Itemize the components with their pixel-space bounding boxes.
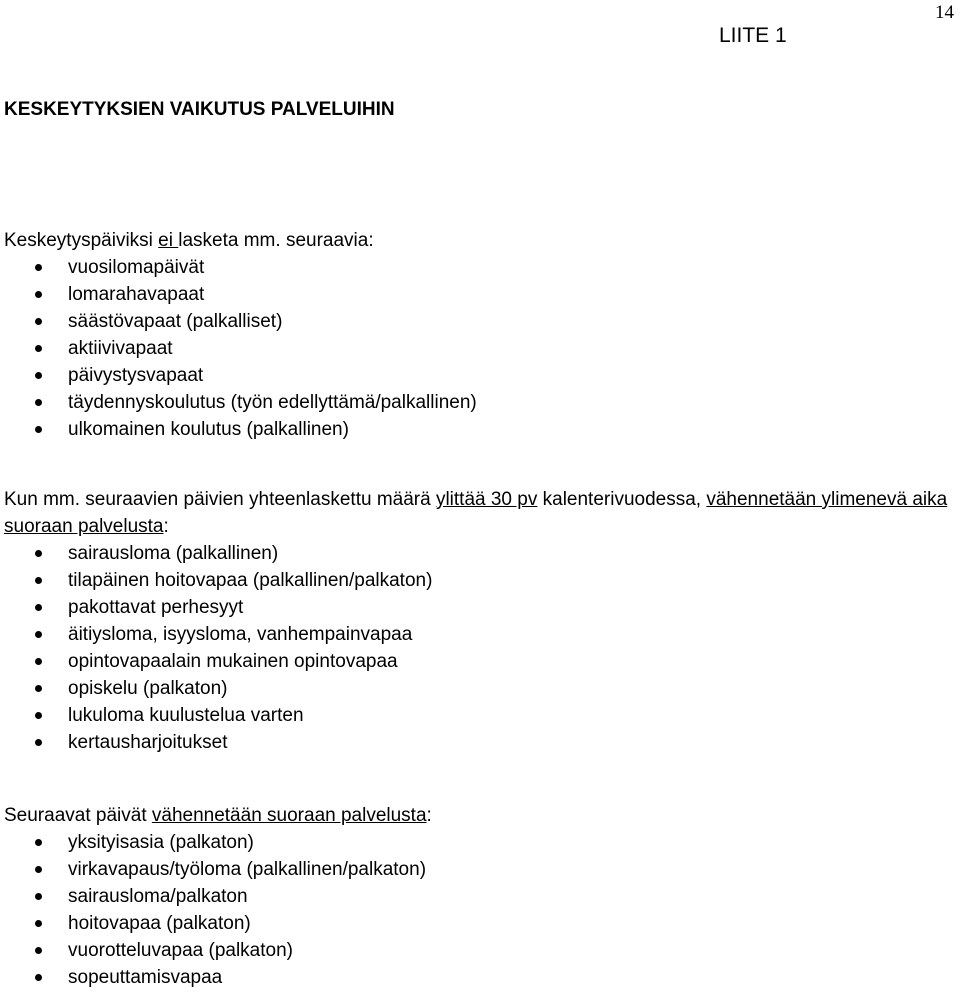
list-item (4, 829, 954, 856)
list-item-text: opintovapaalain mukainen opintovapaa (68, 651, 398, 672)
list-item (4, 254, 954, 281)
page-number: 14 (935, 2, 954, 23)
list-item (4, 362, 954, 389)
list-item-text: sairausloma (palkallinen) (68, 543, 279, 564)
bullet-icon (35, 947, 42, 954)
list-item (4, 594, 954, 621)
bullet-icon (35, 866, 42, 873)
list-item (4, 308, 954, 335)
bullet-icon (35, 658, 42, 665)
intro-text: Kun mm. seuraavien päivien yhteenlaskettu määrä (4, 489, 436, 510)
list-item-text: opiskelu (palkaton) (68, 678, 228, 699)
list-item (4, 729, 954, 756)
bullet-icon (35, 893, 42, 900)
bullet-icon (35, 604, 42, 611)
bullet-icon (35, 318, 42, 325)
bullet-icon (35, 839, 42, 846)
list-item-text: pakottavat perhesyyt (68, 597, 244, 618)
bullet-icon (35, 739, 42, 746)
list-item-text: äitiysloma, isyysloma, vanhempainvapaa (68, 624, 413, 645)
list-item-text: yksityisasia (palkaton) (68, 832, 254, 853)
intro-text: kalenterivuodessa, (537, 489, 707, 510)
underlined-text: vähennetään ylimenevä aika suoraan palvelusta (4, 489, 948, 537)
bullet-list (4, 254, 954, 443)
list-item (4, 281, 954, 308)
list-item-text: lukuloma kuulustelua varten (68, 705, 304, 726)
intro-text: : (426, 805, 432, 826)
bullet-icon (35, 264, 42, 271)
list-item-text: lomarahavapaat (68, 284, 205, 305)
list-item-text: vuosilomapäivät (68, 257, 205, 278)
list-item (4, 910, 954, 937)
list-item (4, 648, 954, 675)
intro-text: lasketa mm. seuraavia: (178, 230, 374, 251)
bullet-icon (35, 577, 42, 584)
list-item-text: sairausloma/palkaton (68, 886, 248, 907)
appendix-label: LIITE 1 (719, 24, 787, 47)
section-intro (4, 802, 954, 829)
bullet-icon (35, 712, 42, 719)
list-item (4, 335, 954, 362)
section-deducted-directly (4, 802, 954, 991)
bullet-icon (35, 920, 42, 927)
list-item (4, 621, 954, 648)
underlined-text: vähennetään suoraan palvelusta (151, 805, 427, 826)
list-item (4, 883, 954, 910)
list-item-text: sopeuttamisvapaa (68, 967, 223, 988)
section-intro (4, 486, 954, 540)
bullet-icon (35, 685, 42, 692)
list-item-text: säästövapaat (palkalliset) (68, 311, 283, 332)
intro-text: Seuraavat päivät (4, 805, 152, 826)
bullet-icon (35, 345, 42, 352)
list-item-text: täydennyskoulutus (työn edellyttämä/palkallinen) (68, 392, 477, 413)
list-item-text: aktiivivapaat (68, 338, 173, 359)
list-item (4, 416, 954, 443)
list-item (4, 702, 954, 729)
bullet-icon (35, 631, 42, 638)
bullet-icon (35, 291, 42, 298)
list-item-text: vuorotteluvapaa (palkaton) (68, 940, 293, 961)
intro-text: : (163, 516, 169, 537)
bullet-icon (35, 974, 42, 981)
underlined-text: ei (158, 230, 179, 251)
bullet-icon (35, 426, 42, 433)
section-intro (4, 227, 954, 254)
section-over-30-days (4, 486, 954, 756)
list-item (4, 856, 954, 883)
bullet-icon (35, 399, 42, 406)
list-item-text: kertausharjoitukset (68, 732, 228, 753)
intro-text: Keskeytyspäiviksi (4, 230, 159, 251)
underlined-text: ylittää 30 pv (435, 489, 538, 510)
list-item-text: hoitovapaa (palkaton) (68, 913, 251, 934)
list-item (4, 540, 954, 567)
section-not-counted (4, 227, 954, 443)
document-title: KESKEYTYKSIEN VAIKUTUS PALVELUIHIN (4, 99, 395, 120)
list-item-text: tilapäinen hoitovapaa (palkallinen/palkaton) (68, 570, 433, 591)
list-item-text: virkavapaus/työloma (palkallinen/palkaton) (68, 859, 427, 880)
bullet-icon (35, 372, 42, 379)
bullet-icon (35, 550, 42, 557)
list-item (4, 964, 954, 991)
list-item (4, 937, 954, 964)
list-item (4, 389, 954, 416)
list-item (4, 675, 954, 702)
bullet-list (4, 829, 954, 991)
bullet-list (4, 540, 954, 756)
list-item-text: ulkomainen koulutus (palkallinen) (68, 419, 349, 440)
list-item-text: päivystysvapaat (68, 365, 204, 386)
list-item (4, 567, 954, 594)
